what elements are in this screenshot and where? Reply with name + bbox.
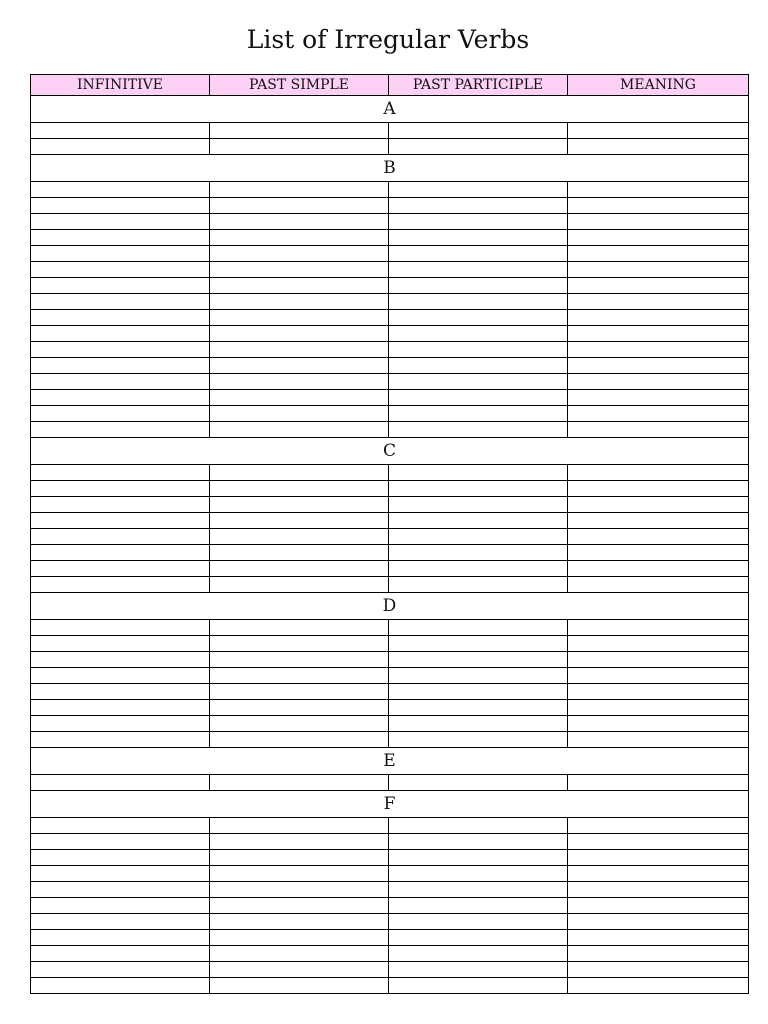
table-row	[31, 930, 749, 946]
past-participle-cell[interactable]	[389, 481, 568, 497]
meaning-cell[interactable]	[568, 834, 749, 850]
table-row	[31, 850, 749, 866]
meaning-cell[interactable]	[568, 684, 749, 700]
past-simple-cell[interactable]	[210, 182, 389, 198]
infinitive-cell[interactable]	[31, 914, 210, 930]
infinitive-cell[interactable]	[31, 668, 210, 684]
meaning-cell[interactable]	[568, 636, 749, 652]
past-simple-cell[interactable]	[210, 930, 389, 946]
infinitive-cell[interactable]	[31, 636, 210, 652]
past-participle-cell[interactable]	[389, 294, 568, 310]
past-simple-cell[interactable]	[210, 684, 389, 700]
section-row-b	[31, 155, 749, 182]
meaning-cell[interactable]	[568, 198, 749, 214]
past-simple-cell[interactable]	[210, 652, 389, 668]
past-participle-cell[interactable]	[389, 930, 568, 946]
past-simple-cell[interactable]	[210, 374, 389, 390]
table-row	[31, 818, 749, 834]
table-row	[31, 577, 749, 593]
past-participle-cell[interactable]	[389, 620, 568, 636]
past-simple-cell[interactable]	[210, 465, 389, 481]
meaning-cell[interactable]	[568, 620, 749, 636]
table-row	[31, 775, 749, 791]
meaning-cell[interactable]	[568, 406, 749, 422]
table-row	[31, 358, 749, 374]
past-participle-cell[interactable]	[389, 406, 568, 422]
header-past-simple: PAST SIMPLE	[210, 75, 389, 96]
table-row	[31, 262, 749, 278]
infinitive-cell[interactable]	[31, 465, 210, 481]
past-participle-cell[interactable]	[389, 716, 568, 732]
past-simple-cell[interactable]	[210, 481, 389, 497]
past-participle-cell[interactable]	[389, 422, 568, 438]
past-simple-cell[interactable]	[210, 294, 389, 310]
meaning-cell[interactable]	[568, 139, 749, 155]
meaning-cell[interactable]	[568, 668, 749, 684]
past-participle-cell[interactable]	[389, 545, 568, 561]
table-row	[31, 465, 749, 481]
infinitive-cell[interactable]	[31, 882, 210, 898]
infinitive-cell[interactable]	[31, 481, 210, 497]
section-letter: A	[31, 96, 749, 123]
past-participle-cell[interactable]	[389, 636, 568, 652]
table-row	[31, 962, 749, 978]
meaning-cell[interactable]	[568, 930, 749, 946]
meaning-cell[interactable]	[568, 123, 749, 139]
meaning-cell[interactable]	[568, 850, 749, 866]
meaning-cell[interactable]	[568, 230, 749, 246]
table-row	[31, 182, 749, 198]
past-simple-cell[interactable]	[210, 620, 389, 636]
past-participle-cell[interactable]	[389, 198, 568, 214]
table-row	[31, 406, 749, 422]
meaning-cell[interactable]	[568, 310, 749, 326]
past-participle-cell[interactable]	[389, 882, 568, 898]
infinitive-cell[interactable]	[31, 310, 210, 326]
infinitive-cell[interactable]	[31, 684, 210, 700]
table-header	[31, 75, 749, 96]
infinitive-cell[interactable]	[31, 962, 210, 978]
past-participle-cell[interactable]	[389, 775, 568, 791]
past-simple-cell[interactable]	[210, 198, 389, 214]
table-row	[31, 294, 749, 310]
header-row	[31, 75, 749, 96]
past-participle-cell[interactable]	[389, 914, 568, 930]
table-row	[31, 497, 749, 513]
section-letter: D	[31, 593, 749, 620]
meaning-cell[interactable]	[568, 914, 749, 930]
infinitive-cell[interactable]	[31, 775, 210, 791]
past-simple-cell[interactable]	[210, 834, 389, 850]
infinitive-cell[interactable]	[31, 294, 210, 310]
past-simple-cell[interactable]	[210, 358, 389, 374]
section-letter: E	[31, 748, 749, 775]
infinitive-cell[interactable]	[31, 390, 210, 406]
table-row	[31, 732, 749, 748]
past-participle-cell[interactable]	[389, 139, 568, 155]
past-simple-cell[interactable]	[210, 278, 389, 294]
table-row	[31, 882, 749, 898]
past-participle-cell[interactable]	[389, 700, 568, 716]
past-participle-cell[interactable]	[389, 732, 568, 748]
past-simple-cell[interactable]	[210, 390, 389, 406]
past-participle-cell[interactable]	[389, 577, 568, 593]
past-simple-cell[interactable]	[210, 732, 389, 748]
section-letter: B	[31, 155, 749, 182]
infinitive-cell[interactable]	[31, 497, 210, 513]
past-simple-cell[interactable]	[210, 882, 389, 898]
section-letter: F	[31, 791, 749, 818]
past-simple-cell[interactable]	[210, 422, 389, 438]
table-row	[31, 834, 749, 850]
meaning-cell[interactable]	[568, 866, 749, 882]
past-simple-cell[interactable]	[210, 946, 389, 962]
infinitive-cell[interactable]	[31, 358, 210, 374]
table-row	[31, 716, 749, 732]
past-participle-cell[interactable]	[389, 818, 568, 834]
infinitive-cell[interactable]	[31, 214, 210, 230]
past-simple-cell[interactable]	[210, 978, 389, 994]
table-row	[31, 898, 749, 914]
meaning-cell[interactable]	[568, 326, 749, 342]
past-simple-cell[interactable]	[210, 636, 389, 652]
infinitive-cell[interactable]	[31, 834, 210, 850]
past-participle-cell[interactable]	[389, 561, 568, 577]
table-row	[31, 620, 749, 636]
table-row	[31, 668, 749, 684]
table-row	[31, 529, 749, 545]
past-simple-cell[interactable]	[210, 716, 389, 732]
past-simple-cell[interactable]	[210, 513, 389, 529]
past-simple-cell[interactable]	[210, 866, 389, 882]
infinitive-cell[interactable]	[31, 898, 210, 914]
meaning-cell[interactable]	[568, 946, 749, 962]
meaning-cell[interactable]	[568, 529, 749, 545]
infinitive-cell[interactable]	[31, 529, 210, 545]
table-row	[31, 700, 749, 716]
infinitive-cell[interactable]	[31, 620, 210, 636]
section-row-e	[31, 748, 749, 775]
meaning-cell[interactable]	[568, 545, 749, 561]
table-row	[31, 326, 749, 342]
meaning-cell[interactable]	[568, 978, 749, 994]
past-participle-cell[interactable]	[389, 866, 568, 882]
table-body	[31, 96, 749, 994]
past-simple-cell[interactable]	[210, 962, 389, 978]
header-past-participle: PAST PARTICIPLE	[389, 75, 568, 96]
past-simple-cell[interactable]	[210, 850, 389, 866]
table-row	[31, 422, 749, 438]
past-participle-cell[interactable]	[389, 497, 568, 513]
meaning-cell[interactable]	[568, 962, 749, 978]
meaning-cell[interactable]	[568, 481, 749, 497]
table-row	[31, 123, 749, 139]
meaning-cell[interactable]	[568, 214, 749, 230]
infinitive-cell[interactable]	[31, 850, 210, 866]
past-participle-cell[interactable]	[389, 962, 568, 978]
past-simple-cell[interactable]	[210, 406, 389, 422]
table-row	[31, 914, 749, 930]
table-row	[31, 139, 749, 155]
past-participle-cell[interactable]	[389, 946, 568, 962]
past-simple-cell[interactable]	[210, 898, 389, 914]
meaning-cell[interactable]	[568, 294, 749, 310]
meaning-cell[interactable]	[568, 898, 749, 914]
infinitive-cell[interactable]	[31, 818, 210, 834]
infinitive-cell[interactable]	[31, 278, 210, 294]
past-simple-cell[interactable]	[210, 326, 389, 342]
infinitive-cell[interactable]	[31, 326, 210, 342]
infinitive-cell[interactable]	[31, 930, 210, 946]
table-row	[31, 230, 749, 246]
past-simple-cell[interactable]	[210, 246, 389, 262]
table-row	[31, 866, 749, 882]
past-simple-cell[interactable]	[210, 545, 389, 561]
section-row-d	[31, 593, 749, 620]
past-participle-cell[interactable]	[389, 898, 568, 914]
past-simple-cell[interactable]	[210, 914, 389, 930]
table-row	[31, 342, 749, 358]
table-row	[31, 513, 749, 529]
past-participle-cell[interactable]	[389, 123, 568, 139]
infinitive-cell[interactable]	[31, 866, 210, 882]
meaning-cell[interactable]	[568, 374, 749, 390]
past-simple-cell[interactable]	[210, 262, 389, 278]
table-row	[31, 561, 749, 577]
meaning-cell[interactable]	[568, 577, 749, 593]
meaning-cell[interactable]	[568, 732, 749, 748]
past-simple-cell[interactable]	[210, 775, 389, 791]
table-row	[31, 946, 749, 962]
past-participle-cell[interactable]	[389, 465, 568, 481]
infinitive-cell[interactable]	[31, 732, 210, 748]
infinitive-cell[interactable]	[31, 716, 210, 732]
past-participle-cell[interactable]	[389, 358, 568, 374]
meaning-cell[interactable]	[568, 262, 749, 278]
header-meaning: MEANING	[568, 75, 749, 96]
meaning-cell[interactable]	[568, 775, 749, 791]
meaning-cell[interactable]	[568, 882, 749, 898]
meaning-cell[interactable]	[568, 700, 749, 716]
infinitive-cell[interactable]	[31, 262, 210, 278]
infinitive-cell[interactable]	[31, 946, 210, 962]
infinitive-cell[interactable]	[31, 406, 210, 422]
meaning-cell[interactable]	[568, 716, 749, 732]
infinitive-cell[interactable]	[31, 246, 210, 262]
past-participle-cell[interactable]	[389, 668, 568, 684]
infinitive-cell[interactable]	[31, 577, 210, 593]
past-participle-cell[interactable]	[389, 374, 568, 390]
past-simple-cell[interactable]	[210, 577, 389, 593]
meaning-cell[interactable]	[568, 358, 749, 374]
past-participle-cell[interactable]	[389, 214, 568, 230]
infinitive-cell[interactable]	[31, 374, 210, 390]
meaning-cell[interactable]	[568, 182, 749, 198]
infinitive-cell[interactable]	[31, 422, 210, 438]
past-participle-cell[interactable]	[389, 978, 568, 994]
table-row	[31, 636, 749, 652]
past-participle-cell[interactable]	[389, 262, 568, 278]
past-participle-cell[interactable]	[389, 182, 568, 198]
past-participle-cell[interactable]	[389, 684, 568, 700]
past-participle-cell[interactable]	[389, 230, 568, 246]
table-row	[31, 652, 749, 668]
meaning-cell[interactable]	[568, 465, 749, 481]
section-row-c	[31, 438, 749, 465]
meaning-cell[interactable]	[568, 652, 749, 668]
table-row	[31, 978, 749, 994]
past-participle-cell[interactable]	[389, 278, 568, 294]
infinitive-cell[interactable]	[31, 561, 210, 577]
past-simple-cell[interactable]	[210, 123, 389, 139]
table-row	[31, 198, 749, 214]
past-participle-cell[interactable]	[389, 850, 568, 866]
meaning-cell[interactable]	[568, 818, 749, 834]
past-simple-cell[interactable]	[210, 668, 389, 684]
meaning-cell[interactable]	[568, 561, 749, 577]
infinitive-cell[interactable]	[31, 342, 210, 358]
past-participle-cell[interactable]	[389, 529, 568, 545]
past-participle-cell[interactable]	[389, 326, 568, 342]
meaning-cell[interactable]	[568, 422, 749, 438]
past-simple-cell[interactable]	[210, 818, 389, 834]
table-row	[31, 684, 749, 700]
infinitive-cell[interactable]	[31, 978, 210, 994]
past-simple-cell[interactable]	[210, 700, 389, 716]
table-row	[31, 310, 749, 326]
past-simple-cell[interactable]	[210, 214, 389, 230]
table-row	[31, 278, 749, 294]
past-participle-cell[interactable]	[389, 246, 568, 262]
table-row	[31, 481, 749, 497]
meaning-cell[interactable]	[568, 513, 749, 529]
page-title: List of Irregular Verbs	[246, 25, 530, 54]
infinitive-cell[interactable]	[31, 700, 210, 716]
infinitive-cell[interactable]	[31, 139, 210, 155]
meaning-cell[interactable]	[568, 497, 749, 513]
past-participle-cell[interactable]	[389, 834, 568, 850]
section-row-a	[31, 96, 749, 123]
past-participle-cell[interactable]	[389, 652, 568, 668]
past-simple-cell[interactable]	[210, 529, 389, 545]
table-row	[31, 374, 749, 390]
past-participle-cell[interactable]	[389, 342, 568, 358]
past-simple-cell[interactable]	[210, 139, 389, 155]
meaning-cell[interactable]	[568, 342, 749, 358]
past-simple-cell[interactable]	[210, 230, 389, 246]
section-row-f	[31, 791, 749, 818]
table-row	[31, 246, 749, 262]
infinitive-cell[interactable]	[31, 513, 210, 529]
past-participle-cell[interactable]	[389, 513, 568, 529]
infinitive-cell[interactable]	[31, 545, 210, 561]
infinitive-cell[interactable]	[31, 182, 210, 198]
table-row	[31, 545, 749, 561]
section-letter: C	[31, 438, 749, 465]
past-simple-cell[interactable]	[210, 497, 389, 513]
meaning-cell[interactable]	[568, 390, 749, 406]
meaning-cell[interactable]	[568, 246, 749, 262]
header-infinitive: INFINITIVE	[31, 75, 210, 96]
past-participle-cell[interactable]	[389, 310, 568, 326]
past-participle-cell[interactable]	[389, 390, 568, 406]
infinitive-cell[interactable]	[31, 230, 210, 246]
past-simple-cell[interactable]	[210, 561, 389, 577]
infinitive-cell[interactable]	[31, 652, 210, 668]
table-row	[31, 390, 749, 406]
infinitive-cell[interactable]	[31, 198, 210, 214]
irregular-verbs-table	[30, 74, 749, 994]
past-simple-cell[interactable]	[210, 342, 389, 358]
infinitive-cell[interactable]	[31, 123, 210, 139]
table-row	[31, 214, 749, 230]
meaning-cell[interactable]	[568, 278, 749, 294]
past-simple-cell[interactable]	[210, 310, 389, 326]
